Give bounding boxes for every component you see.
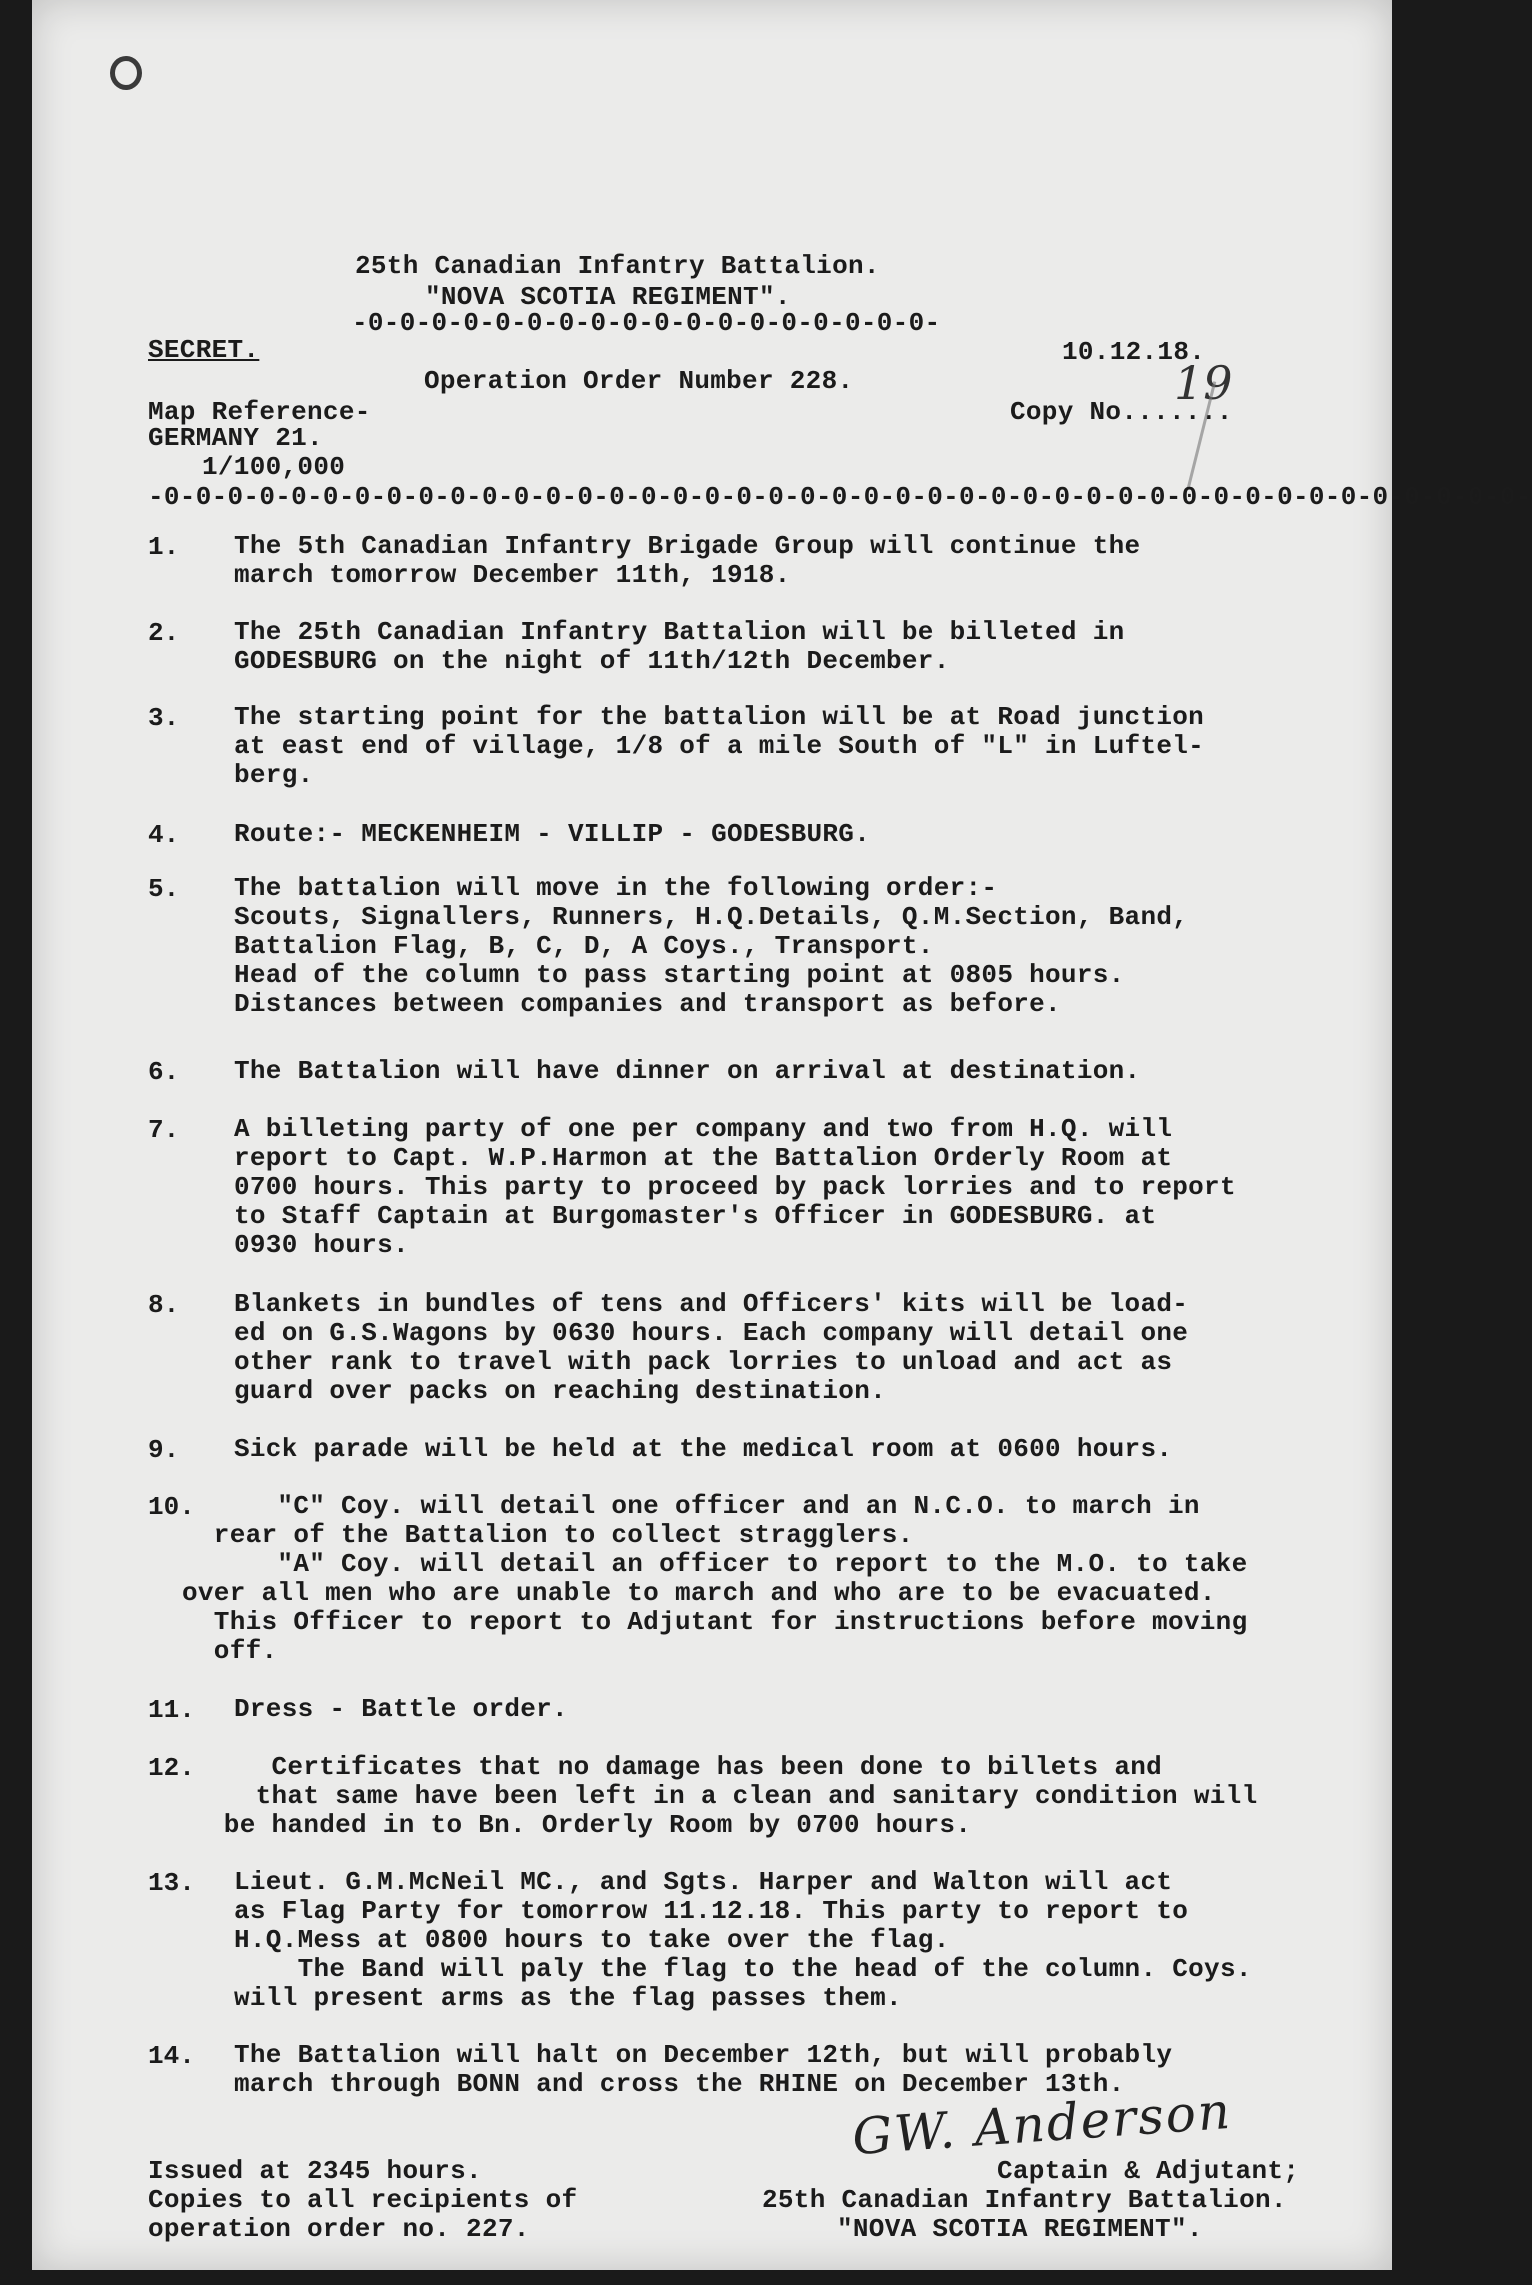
paragraph-text: The 25th Canadian Infantry Battalion will be billeted in GODESBURG on the night of 11th/12th December.	[234, 617, 1125, 676]
paragraph-number: 9.	[148, 1435, 180, 1465]
paragraph-number: 11.	[148, 1695, 195, 1725]
signatory-unit: 25th Canadian Infantry Battalion.	[762, 2185, 1287, 2215]
issue-time: Issued at 2345 hours.	[148, 2156, 482, 2186]
body-separator: -0-0-0-0-0-0-0-0-0-0-0-0-0-0-0-0-0-0-0-0-0-0-0-0-0-0-0-0-0-0-0-0-0-0-0-0-0-0-0-0-0-0-0-	[148, 482, 1532, 512]
paragraph-number: 1.	[148, 532, 180, 562]
paragraph-text: The Battalion will halt on December 12th, but will probably march through BONN and cross the RHINE on December 13th.	[234, 2040, 1173, 2099]
paragraph-text: The 5th Canadian Infantry Brigade Group will continue the march tomorrow December 11th, 1918.	[234, 531, 1141, 590]
paragraph-text: The starting point for the battalion will be at Road junction at east end of village, 1/8 of a mile South of "L" in Luftel- berg.	[234, 702, 1205, 790]
distribution-line-1: Copies to all recipients of	[148, 2185, 578, 2215]
paragraph-text: Dress - Battle order.	[234, 1694, 568, 1724]
paragraph-text: Certificates that no damage has been done to billets and that same have been left in a clean and sanitary condition will be handed in to Bn. Orderly Room by 0700 hours.	[223, 1752, 1258, 1840]
paragraph-text: "C" Coy. will detail one officer and an N.C.O. to march in rear of the Battalion to collect stragglers. "A" Coy. will detail an officer to report to the M.O. to take over all men who are unable to march and who are to be evacuated. This Officer to report to Adjutant for instructions before moving off.	[182, 1491, 1248, 1666]
map-reference-scale: 1/100,000	[202, 452, 346, 482]
paragraph-text: Blankets in bundles of tens and Officers' kits will be load- ed on G.S.Wagons by 0630 hours. Each company will detail one other rank to travel with pack lorries to unload and act as guard over packs on reaching destination.	[234, 1289, 1189, 1406]
paragraph-text: The Battalion will have dinner on arrival at destination.	[234, 1056, 1141, 1086]
punch-hole	[110, 56, 142, 90]
document-page	[32, 0, 1532, 2270]
paragraph-text: A billeting party of one per company and two from H.Q. will report to Capt. W.P.Harmon at the Battalion Orderly Room at 0700 hours. This party to proceed by pack lorries and to report to Staff Captain at Burgomaster's Officer in GODESBURG. at 0930 hours.	[234, 1114, 1236, 1260]
paragraph-number: 12.	[148, 1753, 195, 1783]
paragraph-number: 6.	[148, 1057, 180, 1087]
paragraph-number: 3.	[148, 703, 180, 733]
copy-number-handwritten: 19	[1174, 356, 1233, 410]
header-separator: -0-0-0-0-0-0-0-0-0-0-0-0-0-0-0-0-0-0-	[352, 308, 941, 338]
paragraph-number: 5.	[148, 874, 180, 904]
order-title: Operation Order Number 228.	[424, 366, 854, 396]
order-date: 10.12.18.	[1062, 337, 1206, 367]
map-reference-label: Map Reference-	[148, 397, 371, 427]
paragraph-text: The battalion will move in the following order:- Scouts, Signallers, Runners, H.Q.Details, Q.M.Section, Band, Battalion Flag, B, C, D, A Coys., Transport. Head of the column to pass starting point at 0805 hours. Distances between companies and transport as before.	[234, 873, 1189, 1019]
handwritten-signature: GW. Anderson	[850, 2081, 1234, 2167]
paragraph-text: Route:- MECKENHEIM - VILLIP - GODESBURG.	[234, 819, 871, 849]
paragraph-number: 7.	[148, 1115, 180, 1145]
paragraph-number: 8.	[148, 1290, 180, 1320]
paragraph-number: 4.	[148, 820, 180, 850]
signatory-regiment: "NOVA SCOTIA REGIMENT".	[837, 2214, 1203, 2244]
copy-number-label: Copy No.......	[1010, 397, 1233, 427]
classification-label: SECRET.	[148, 335, 260, 365]
regiment-title: "NOVA SCOTIA REGIMENT".	[425, 282, 791, 312]
distribution-line-2: operation order no. 227.	[148, 2214, 530, 2244]
paragraph-number: 13.	[148, 1868, 195, 1898]
unit-title: 25th Canadian Infantry Battalion.	[355, 251, 880, 281]
paragraph-text: Sick parade will be held at the medical room at 0600 hours.	[234, 1434, 1173, 1464]
map-reference-sheet: GERMANY 21.	[148, 423, 323, 453]
signatory-role: Captain & Adjutant;	[997, 2156, 1300, 2186]
paragraph-number: 2.	[148, 618, 180, 648]
paragraph-text: Lieut. G.M.McNeil MC., and Sgts. Harper and Walton will act as Flag Party for tomorrow 11.12.18. This party to report to H.Q.Mess at 0800 hours to take over the flag. The Band will paly the flag to the head of the column. Coys. will present arms as the flag passes them.	[234, 1867, 1252, 2013]
paragraph-number: 14.	[148, 2041, 195, 2071]
paragraph-number: 10.	[148, 1492, 195, 1522]
